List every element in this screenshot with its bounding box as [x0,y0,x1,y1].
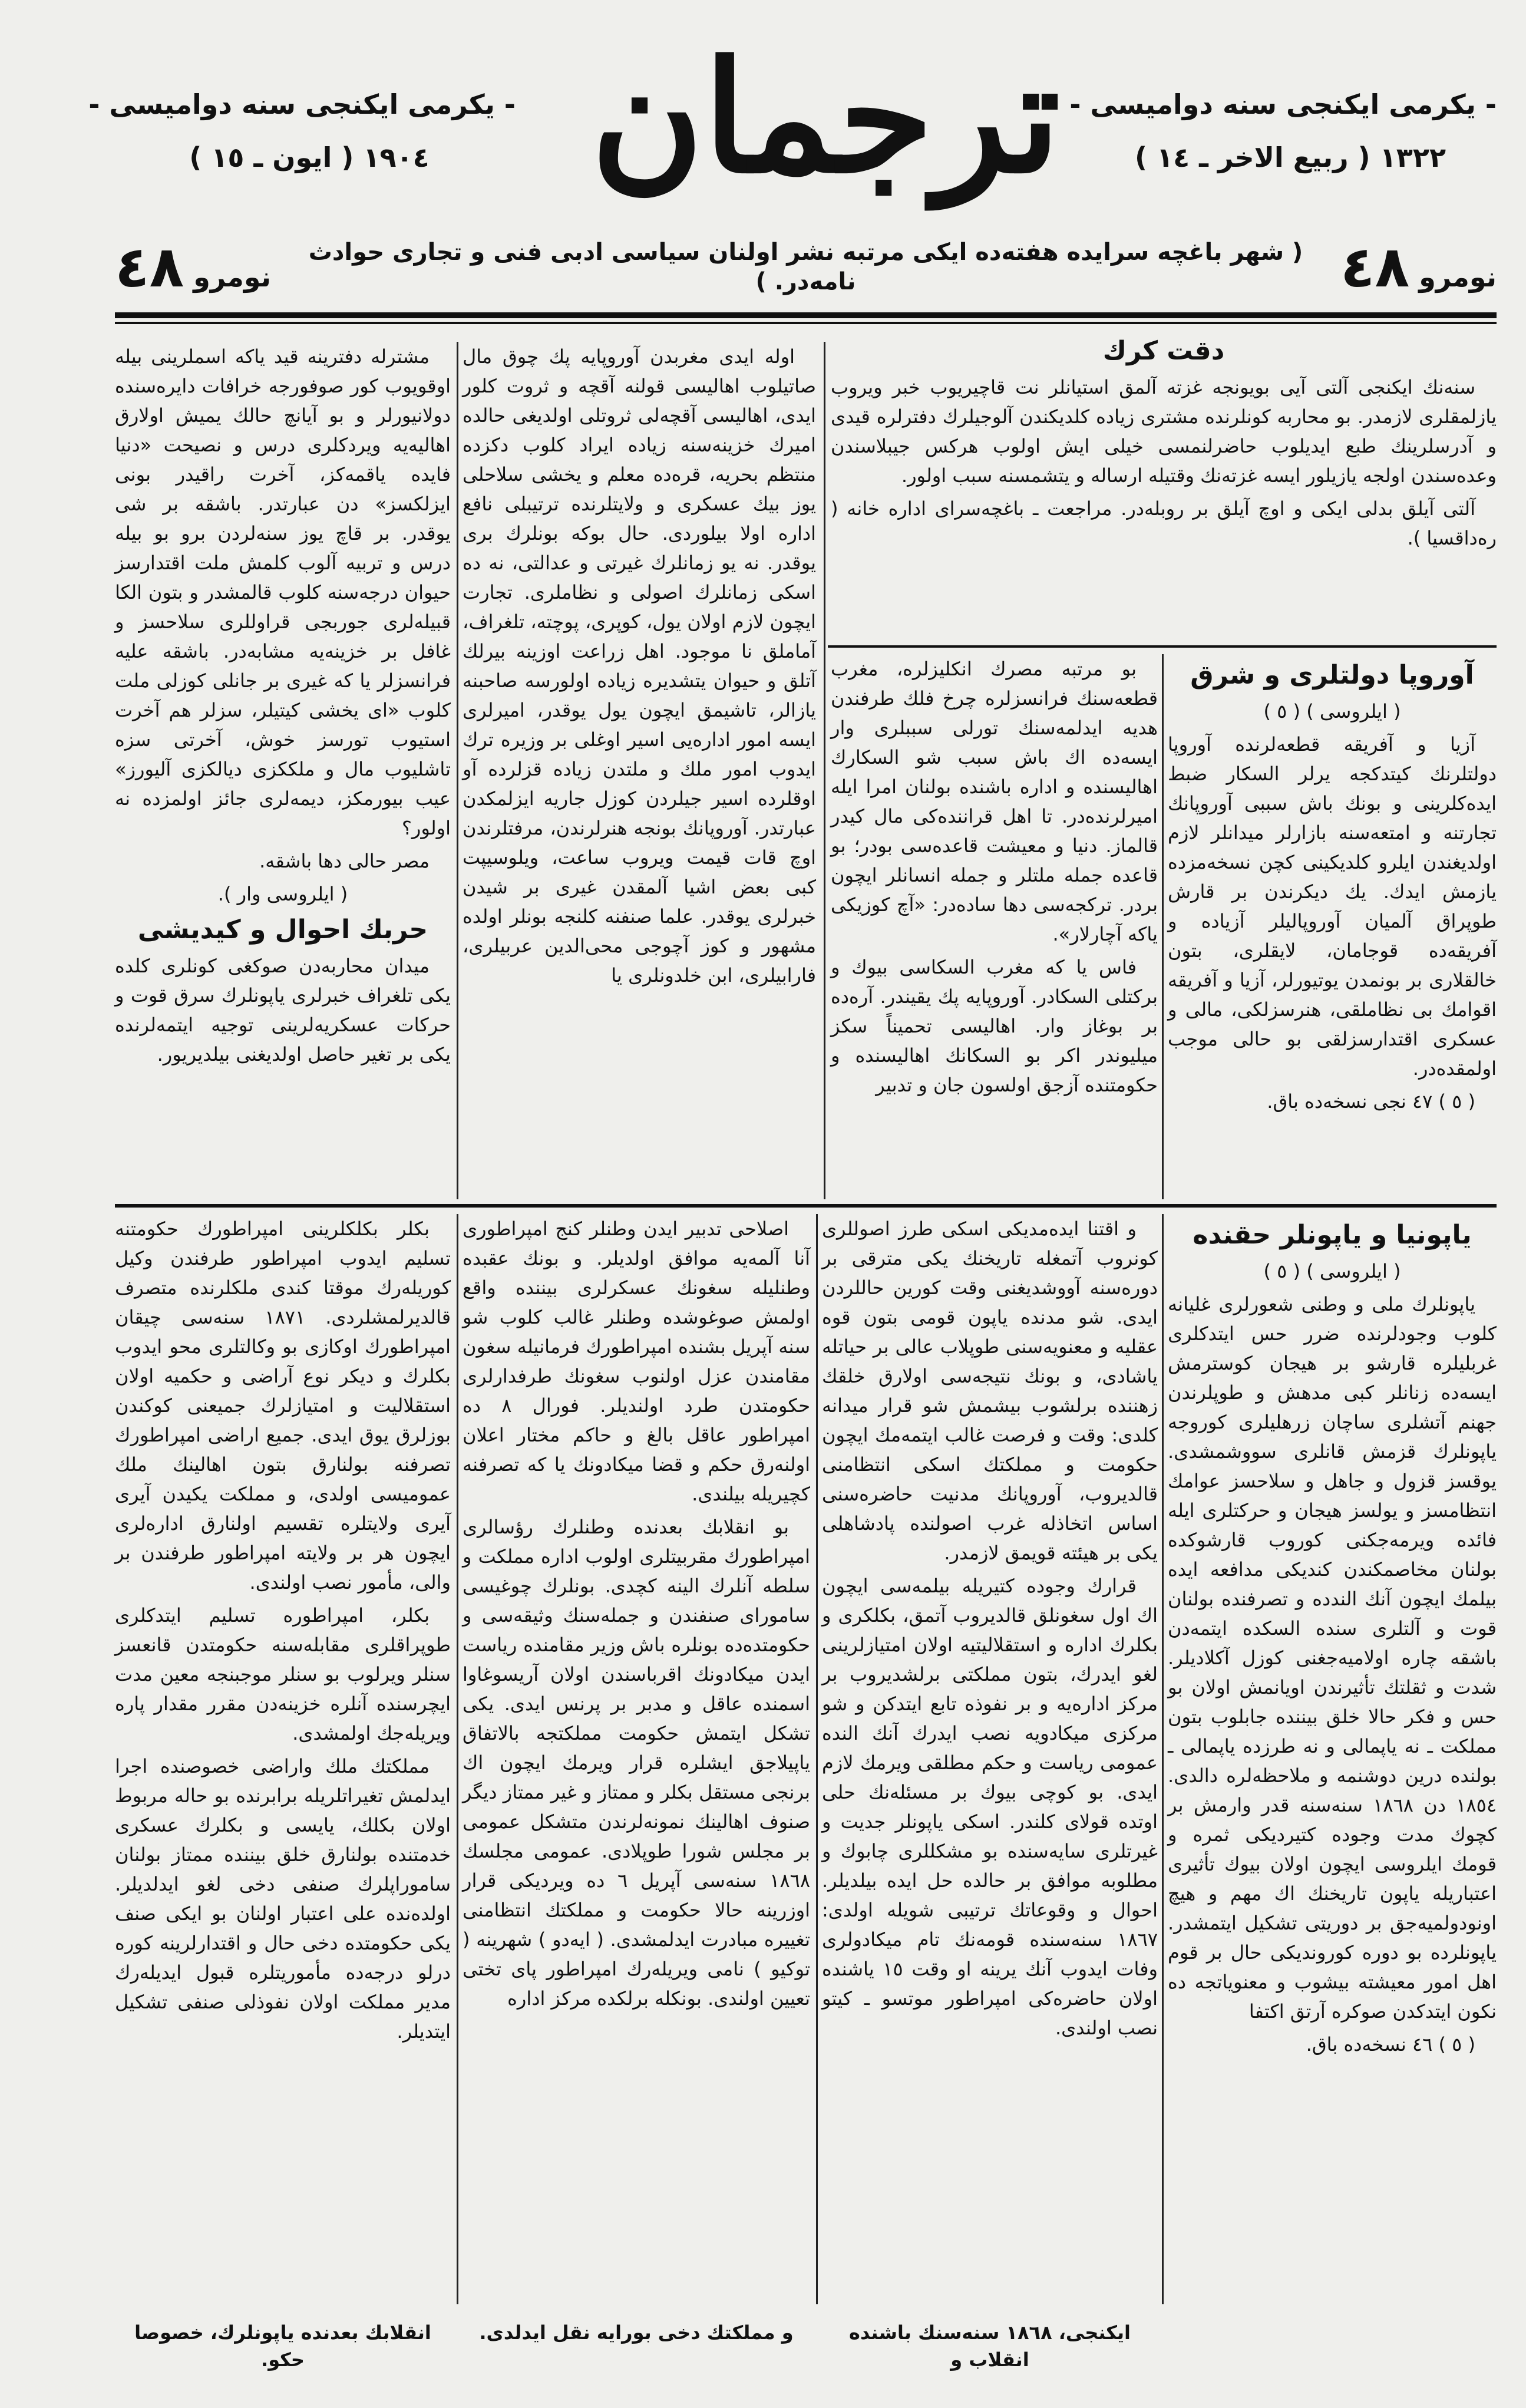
paragraph: بكلر بكلكلرینی امپراطورك حكومتنه تسلیم ایدوب امپراطور طرفندن وكیل كوریله‌رك موقتا كندی ملكلرنده متصرف قالدیرلمشلردی. ١٨٧١ سنه‌سی چیقان امپراطورك اوكازی بو وكالتلری محو ایدوب بكلرك و دیكر نوع آراضی و حكمیه اولان استقلالیت و امتیازلرك جمیعنی كوكندن بوزلرق یوق ایدی. جمیع اراضی امپراطورك تصرفنه بولنارق بتون اهالینك ملك عمومیسی اولدی، و مملكت یكیدن آیری آیری ولایتلره تقسیم اولنارق اداره‌لری ایچون هر بر ولایته امپراطور طرفندن بر والی، مأمور نصب اولندی. [115,1218,451,1594]
paragraph: بكلر، امپراطوره تسلیم ایتدكلری طوپراقلری مقابله‌سنه حكومتدن قانعسز سنلر ویرلوب بو سنلر موجبنجه معین مدت ایچرسنده آنلره خزینه‌دن مقرر مقدار پاره ویریله‌جك اولمشدی. [115,1604,451,1744]
column-divider [824,342,825,1199]
date-hijri: ١٣٢٢ ( ربیع الاخر ـ ١٤ ) [1134,141,1446,173]
japan-article-heading: یاپونیا و یاپونلر حقنده [1193,1220,1472,1250]
europe-article-text: آزیا و آفریقه قطعه‌لرنده آوروپا دولتلرنك كیتدكجه یرلر السكار ضبط ایده‌كلرینی و بونك باش سببی آوروپانك تجارتنه و امتعه‌سنه بازارلر میدانلر لازم اولدیغندن ایلرو كلدیكینی كچن نسخه‌مزده یازمش ایدك. یك دیكرندن بر قارش طوپراق آلمیان آوروپالیلر آزیاده و آفریقه‌ده قوجامان، لایقلری، بتون خالقلاری بر بونمدن یوتیورلر، آزیا و آفریقه اقوامك بی نظاملقی، هنرسزلكی، مالی و عسكری اقتدارسزلقی بو حالی موجب اولمقده‌در. [1168,733,1497,1080]
paragraph: اوله ایدی مغربدن آوروپایه پك چوق مال صاتیلوب اهالیسی قولنه آقچه و ثروت كلور ایدی، اهالیسی آقچه‌لی ثروتلی اولدیغی حالده امیرك خزینه‌سنه زیاده ایراد كلوب دكزده منتظم بحریه، قره‌ده معلم و یخشی سلاحلی یوز بیك عسكری و ولایتلرنده ترتیبلی نافع اداره اولا بیلوردی. حال بوكه بونلرك بری یوقدر. نه یو زمانلرك غیرتی و عدالتی، نه ده اسكی زمانلرك اصولی و نظاملری. تجارت ایچون لازم اولان یول، كوپری، پوچته، تلغراف، آماملق نا موجود. اهل زراعت اوزینه بیرلك آتلق و حیوان یتشدیره زیاده اولورسه صاحبنه یازالر، تاشیمق ایچون یول یوقدر، امیرلری ایسه امور اداره‌یی اسیر اوغلی بر وزیره ترك ایدوب امور ملك و ملتدن زیاده قزلرده آو اوقلرده اسیر جیلردن كوزل جاریه ایزلمكدن عبارتدر. آوروپانك بونجه هنرلرندن، مرفتلرندن اوچ قات قیمت ویروب ساعت، ویلوسیپت كبی بعض اشیا آلمقدن غیری بر شیدن خبرلری یوقدر. علما صنفنه كلنجه بونلر اولده مشهور و كوز آچوجی محی‌الدین عربیلری، فارابیلری، ابن خلدونلری یا [463,345,816,987]
date-gregorian: ١٩٠٤ ( ایون ـ ١٥ ) [189,141,430,173]
masthead-rule [115,312,1497,324]
year-notice-left: - یكرمی ایكنجی سنه دوامیسی - [88,88,516,120]
article-body [115,1214,451,2046]
paragraph: مملكتك ملك واراضی خصوصنده اجرا ایدلمش تغیراتلریله برابرنده بو حاله مربوط اولان بكلك، یایسی و بكلرك عسكری خدمتنده بولنارق خلق بیننده ممتاز بولنان ساموراپلرك صنفی دخی لغو ایدلدیلر. اولده‌نده علی اعتبار اولنان بو ایكی صنف یكی حكومتده دخی حال و اقتدارلرینه كوره درلو درجه‌ده مأموریتلره قبول ایدیله‌رك مدیر مملكت اولان نفوذلی صنفی تشكیل ایتدیلر. [115,1755,451,2043]
paragraph: سنه‌نك ایكنجی آلتی آیی بویونجه غزته آلمق استیانلر نت قاچیریوب خبر ویروب یازلمقلری لازمدر. بو محاربه كونلرنده مشتری زیاده كلدیكندن آلوجیلرك دفترلره قیدی و آدرسلرینك طبع ایدیلوب حاضرلنمسی خیلی ایش اولوب هركس جیبلاسندن وعده‌سندن اولجه یازیلور ایسه غزته‌نك وقتیله ارساله و یتشمسنه سبب اولور. [831,376,1497,487]
paragraph: مشترله دفترینه قید یاكه اسملرینی بیله اوقویوب كور صوفورجه خرافات دایره‌سنده دولانیورلر و بو آیانچ حالك یمیش اولارق اهالیه‌یه ویردكلری درس و نصیحت «دنیا فایده یاقمه‌كز، آخرت راقیدر بونی ایزلكسز» دن عبارتدر. باشقه بر شی یوقدر. بر قاچ یوز سنه‌لردن برو بو بیله درس و تربیه آلوب كلمش ملت اقتدارسز حیوان درجه‌سنه كلوب قالمشدر و بتون الكا قبیله‌لری جوربجی قراوللری سلاحسز و غافل بر خزینه‌یه مشابه‌در. باشقه علیه فرانسزلر یا كه غیری بر جانلی كوزلی ملت كلوب «ای یخشی كیتیلر، سزلر هم آخرت استیوب تورسز خوش، آخرتی سزه تاشلیوب مال و ملككزی دیالكزی آلیورز» عیب بیورمكز، دیمه‌لری جائز اولمزده نه اولور؟ [115,345,451,839]
continued-note: ( ایلروسی وار ). [217,883,348,905]
issue-number-value: ٤٨ [115,233,184,300]
paragraph: فاس یا كه مغرب السكاسی بیوك و بركتلی السكادر. آوروپایه پك یقیندر. آره‌ده بر بوغاز وار. اهالیسی تحمیناً سكز میلیوندر اكر بو السكانك اهالیسنده و حكومتنده آزجق اولسون جان و تدبیر [831,956,1158,1096]
column-divider [816,1214,818,2304]
issue-number-label: نومرو [1419,260,1497,293]
footer-line-col1: انقلابك بعدنده یاپونلرك، خصوصا حكو. [134,2321,431,2371]
column-divider [457,1214,458,2304]
column-bottom-1 [115,1214,451,2050]
footer-line-col3: ایكنجی، ١٨٦٨ سنه‌سنك باشنده انقلاب و [849,2321,1131,2371]
japan-article-text: یاپونلرك ملی و وطنی شعورلری غلیانه كلوب وجودلرنده ضرر حس ایتدكلری غربلیلره قارشو بر هیجان كوسترمش ایسه‌ده زنانلر كبی مدهش و طوپلرندن جهنم آتشلری ساچان زرهلیلری كوروجه یاپونلرك قزمش قانلری سووشمشدی. یوقسز قزول و جاهل و سلاحسز عوامك انتظامسز و یولسز هیجان و حركتلری ایله فائده ویرمه‌جكنی كوروب قارشوكده بولنان مخاصمكندن كندیكی مدافعه ایده بیلمك ایچون آنك الندده و تصرفنده بولنان قوت و آلتلری سنده السكده ایتمه‌دن باشقه چاره اولامیه‌جغنی كوزل آكلادیلر. شدت و ثقلتك تأثیرندن اویانمش اولان بو حس و فكر حالا خلق بیننده جابلوب بتون مملكت ـ نه یاپمالی و نه طرزده یاپمالی ـ بولنده درین دوشنمه و ملاحظه‌لره دالدی. ١٨٥٤ دن ١٨٦٨ سنه‌سنه قدر وارمش بر كچوك مدت وجوده كتیردیكی ثمره و قومك ایلروسی ایچون اولان بیوك تأثیری اعتباریله یاپون تاریخنك اك مهم و هیچ اونودولمیه‌جق بر دوریتی تشكیل ایتمشدر. یاپونلرده بو دوره كوروندیكی حال بر قوم اهل امور معیشته بیشوب و معنویاتجه ده نكون ایتدكدن صوكره آرتق اكتفا [1168,1293,1497,2023]
paragraph: آلتی آیلق بدلی ایكی و اوچ آیلق بر روبله‌در. مراجعت ـ باغچه‌سرای اداره خانه ( ره‌داقسیا ). [831,497,1497,549]
war-article-heading: حربك احوال و كیدیشی [137,915,428,945]
article-body [831,654,1158,1100]
issue-number-value: ٤٨ [1340,233,1410,300]
europe-article-sub: ( ایلروسی ) ( ٥ ) [1263,700,1401,723]
issue-number-label: نومرو [193,260,272,293]
column-divider [1162,1214,1164,2304]
footer-line-col2: و مملكتك دخی بورایه نقل ایدلدی. [479,2321,794,2344]
paragraph: اصلاحی تدبیر ایدن وطنلر كنج امپراطوری آنا آلمه‌یه موافق اولدیلر. و بونك عقبده وطنلیله سغونك عسكرلری بیننده واقع اولمش صوغوشده وطنلر غالب كلوب شو سنه آپریل بشنده امپراطورك فرمانیله سغون مقامندن عزل اولنوب سغونك طرفدارلری حكومتدن طرد اولندیلر. فورال ٨ ده امپراطور عاقل بالغ و حاكم مختار اعلان اولنه‌رق حكم و قضا میكادونك یا كه تصرفنه كچیریله بیلندی. [463,1218,811,1505]
column-top-left-inner [463,342,816,994]
column-top-right [1168,654,1497,1120]
notice-heading: دقت كرك [1102,336,1225,366]
paragraph: بو انقلابك بعدنده وطنلرك رؤسالری امپراطورك مقربیتلری اولوب اداره مملكت و سلطه آنلرك الینه كچدی. بونلرك چوغیسی سامورای صنفندن و جمله‌سنك وثیقه‌سی و حكومتده‌ده بونلره باش وزیر مقامنده ریاست ایدن میكادونك اقرباسندن اولان آریسوغاوا اسمنده عاقل و مدبر بر پرنس ایدی. یكی تشكل ایتمش حكومت مملكتجه بالاتفاق یاپیلاجق ایشلره قرار ویرمك ایچون اك برنجی مستقل بكلر و ممتاز و غیر ممتاز دیگر صنوف اهالینك نمونه‌لرندن متشكل عمومی بر مجلس شورا طوپلادی. عمومی مجلسك ١٨٦٨ سنه‌سی آپریل ٦ ده ویردیكی قرار اوزرینه حالا حكومت و مملكتك انتظامنی تغییره مبادرت ایدلمشدی. ( ایه‌دو ) شهرینه ( توكیو ) نامی ویریله‌رك امپراطور پای تختی تعیین اولندی. بونكله برلكده مركز اداره [463,1516,810,2010]
article-body [463,342,816,990]
europe-article-footnote: ( ٥ ) ٤٧ نجی نسخه‌ده باق. [1267,1090,1475,1113]
column-bottom-2 [463,1214,810,2017]
column-top-mid [831,654,1158,1103]
column-divider [457,342,458,1199]
article-body [463,1214,810,2013]
column-top-left-outer [115,342,451,1073]
column-bottom-4 [1168,1214,1497,2063]
column-divider [1162,654,1164,1199]
europe-article-heading: آوروپا دولتلری و شرق [1190,660,1474,690]
paragraph: و اقتنا ایده‌مدیكی اسكی طرز اصوللری كونروب آتمغله تاریخنك یكی مترقی بر دوره‌سنه آووشدیغنی وقت كورین حاللردن ایدی. شو مدنده یاپون قومی بتون قوه عقلیه و معنویه‌سنی طوپلاب عالی بر حیاتله یاشادی، و بونك نتیجه‌سی اولارق خلقك زهننده برلشوب بیشمش شو قرار میدانه كلدی: وقت و فرصت غالب ایتمه‌مك ایچون حكومت و مملكتك اسكی انتظامنی قالدیروب، آوروپانك مدنیت حاضره‌سنی اساس اتخاذله غرب اصولنده پادشاهلی یكی بر هیئته قویمق لازمدر. [822,1218,1158,1564]
section-rule [115,1204,1497,1208]
notice-body [831,372,1497,553]
newspaper-subtitle: ( شهر باغچه سرایده هفته‌ده ایكی مرتبه نشر اولنان سیاسی ادبی فنی و تجاری حوادث نامه‌در. ) [308,238,1303,295]
issue-number-left [115,234,271,300]
paragraph: قرارك وجوده كتیریله بیلمه‌سی ایچون اك اول سغونلق قالدیروب آتمق، بكلكری و بكلرك اداره و استقلالیتیه اولان امتیازلرینی لغو ایدرك، بتون مملكتی برلشدیروب بر مركز اداره‌یه و بر نفوذه تابع ایتدكن و شو مركزی میكادویه نصب ایدرك آنك النده عمومی ریاست و حكم مطلقی ویرمك لازم ایدی. بو كوچی بیوك بر مسئله‌نك حلی اوتده قولای كلندر. اسكی یاپونلر جدیت و غیرتلری سایه‌سنده بو مشكللری چابوك و مطلوبه موافق بر حالده حل ایده بیلدیلر. احوال و وقوعاتك ترتیبی شویله اولدی: ١٨٦٧ سنه‌سنده قومه‌نك تام میكادولری وفات ایدوب آنك یرینه او وقت ١٥ یاشنده اولان حاضره‌كی امپراطور موتسو ـ كیتو نصب اولندی. [822,1575,1158,2039]
section-rule [828,645,1497,648]
year-notice-right: - یكرمی ایكنجی سنه دوامیسی - [1069,88,1497,120]
war-article-text: میدان محاربه‌دن صوكغی كونلری كلده یكی تلغراف خبرلری یاپونلرك سرق قوت و حركات عسكریه‌لرینی توجیه ایتمه‌لرنده یكی بر تغیر حاصل اولدیغنی بیلدیریور. [115,955,451,1066]
subscription-notice [831,330,1497,556]
japan-article-sub: ( ایلروسی ) ( ٥ ) [1263,1260,1401,1282]
paragraph: مصر حالی دها باشقه. [259,850,430,872]
column-bottom-3 [822,1214,1158,2046]
paragraph: بو مرتبه مصرك انكلیزلره، مغرب قطعه‌سنك فرانسزلره چرخ فلك طرفندن هدیه ایدلمه‌سنك تورلی سببلری وار ایسه‌ده اك باش سبب شو السكارك اهالیسنده و اداره باشنده بولنان امرا ایله امیرلرنده‌در. تا اهل قراننده‌كی مال كیدر قالماز. دنیا و معیشت قاعده‌سی بودر؛ بو قاعده جمله ملتلر و جمله انسانلر ایچون بردر. تركجه‌سی دها ساده‌در: «آچ كوزیكی یاكه آچارلار». [831,658,1158,945]
japan-article-footnote: ( ٥ ) ٤٦ نسخه‌ده باق. [1306,2033,1475,2056]
article-body [822,1214,1158,2043]
newspaper-title-logo: ترجمان [590,28,1061,207]
article-body [115,342,451,876]
subtitle-bar [115,230,1497,304]
issue-number-right [1340,234,1497,300]
